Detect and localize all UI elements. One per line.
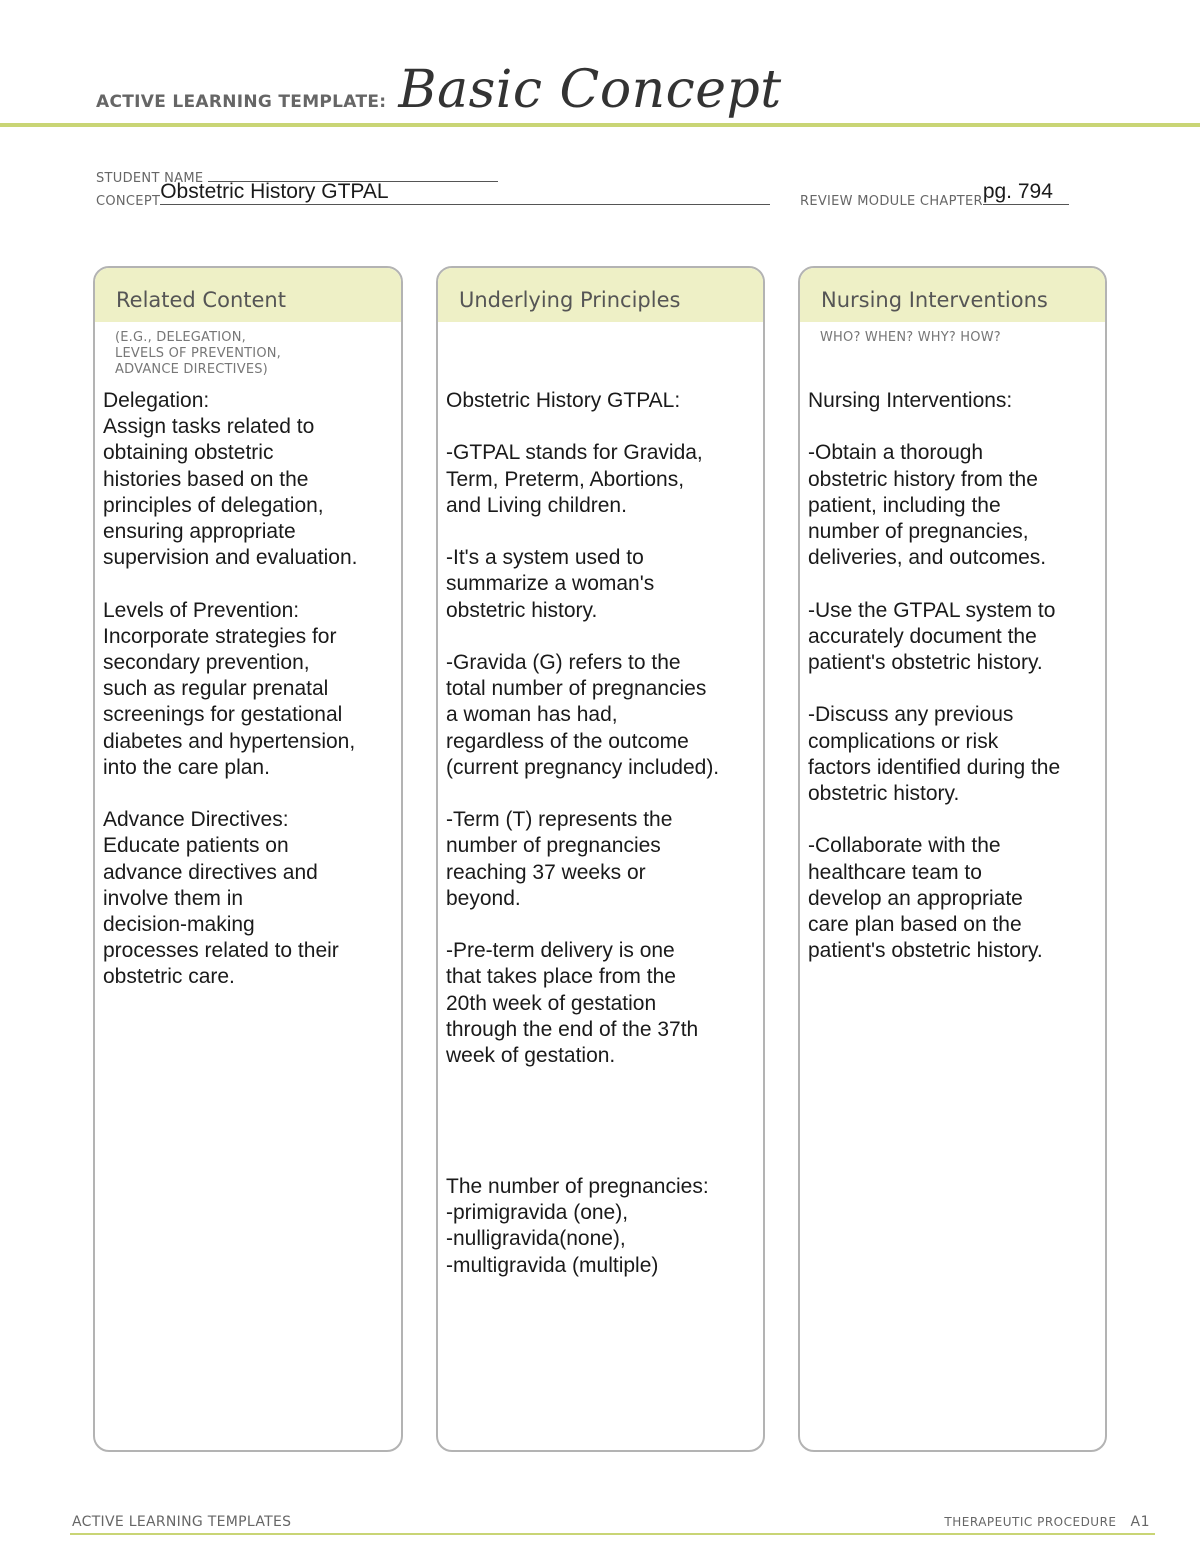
- text-line: -Obtain a thorough: [808, 441, 984, 465]
- text-line: into the care plan.: [103, 755, 270, 779]
- text-line: screenings for gestational: [103, 703, 343, 727]
- text-line: -Gravida (G) refers to the: [446, 650, 681, 674]
- paragraph: [103, 598, 395, 781]
- related-content-header: Related Content: [95, 268, 401, 322]
- text-line: -It's a system used to: [446, 546, 644, 570]
- review-chapter-field[interactable]: [982, 180, 1069, 205]
- paragraph: [808, 388, 1099, 414]
- review-chapter-row: [800, 180, 1069, 209]
- underlying-principles-panel: [436, 266, 765, 1452]
- text-line: Educate patients on: [103, 834, 289, 858]
- text-line: supervision and evaluation.: [103, 546, 358, 570]
- text-line: secondary prevention,: [103, 651, 310, 675]
- text-line: that takes place from the: [446, 965, 676, 989]
- text-line: total number of pregnancies: [446, 677, 707, 701]
- concept-value: Obstetric History GTPAL: [160, 180, 389, 203]
- paragraph: [446, 650, 757, 781]
- review-chapter-value: pg. 794: [982, 180, 1053, 203]
- header-divider: [0, 123, 1200, 127]
- text-line: Term, Preterm, Abortions,: [446, 467, 685, 491]
- concept-row: [96, 180, 770, 209]
- text-line: summarize a woman's: [446, 572, 655, 596]
- text-line: -Discuss any previous: [808, 703, 1014, 727]
- text-line: complications or risk: [808, 729, 999, 753]
- text-line: develop an appropriate: [808, 886, 1023, 910]
- text-line: -Collaborate with the: [808, 834, 1001, 858]
- text-line: (current pregnancy included).: [446, 755, 720, 779]
- page-header: [96, 60, 782, 120]
- text-line: [446, 1148, 757, 1174]
- text-line: obstetric history.: [446, 598, 598, 622]
- footer-code: A1: [1130, 1514, 1150, 1530]
- related-content-hint: [95, 322, 401, 378]
- text-line: ensuring appropriate: [103, 520, 296, 544]
- hint-line: WHO? WHEN? WHY? HOW?: [820, 330, 1001, 345]
- text-line: processes related to their: [103, 939, 339, 963]
- hint-line: (E.G., DELEGATION,: [115, 330, 246, 345]
- footer-right: [944, 1514, 1150, 1530]
- text-line: Advance Directives:: [103, 808, 289, 832]
- text-line: -Term (T) represents the: [446, 808, 673, 832]
- text-line: -multigravida (multiple): [446, 1253, 659, 1277]
- paragraph: [808, 833, 1099, 964]
- concept-label: CONCEPT: [96, 194, 161, 209]
- paragraph: [808, 702, 1099, 807]
- text-line: healthcare team to: [808, 860, 982, 884]
- footer-divider: [70, 1533, 1155, 1535]
- paragraph: [446, 938, 757, 1069]
- text-line: reaching 37 weeks or: [446, 860, 646, 884]
- text-line: patient's obstetric history.: [808, 651, 1043, 674]
- text-line: Nursing Interventions:: [808, 389, 1013, 412]
- review-chapter-label: REVIEW MODULE CHAPTER: [800, 194, 983, 209]
- nursing-interventions-hint: [800, 322, 1105, 346]
- text-line: accurately document the: [808, 624, 1037, 648]
- text-line: obstetric history.: [808, 782, 960, 805]
- text-line: involve them in: [103, 886, 244, 910]
- text-line: Levels of Prevention:: [103, 598, 300, 622]
- paragraph: [808, 598, 1099, 677]
- hint-line: LEVELS OF PREVENTION,: [115, 346, 282, 361]
- text-line: -nulligravida(none),: [446, 1227, 626, 1251]
- page-title: Basic Concept: [398, 60, 782, 120]
- text-line: obstetric care.: [103, 965, 235, 989]
- text-line: -Use the GTPAL system to: [808, 598, 1056, 622]
- nursing-interventions-body[interactable]: [808, 388, 1099, 991]
- text-line: week of gestation.: [446, 1044, 616, 1067]
- text-line: beyond.: [446, 886, 521, 910]
- text-line: Obstetric History GTPAL:: [446, 389, 681, 412]
- text-line: -Pre-term delivery is one: [446, 939, 675, 963]
- paragraph: [446, 388, 757, 414]
- text-line: -GTPAL stands for Gravida,: [446, 441, 703, 465]
- text-line: through the end of the 37th: [446, 1017, 699, 1041]
- paragraph: [103, 807, 395, 990]
- text-line: number of pregnancies: [446, 834, 661, 858]
- text-line: care plan based on the: [808, 913, 1022, 936]
- related-content-panel: [93, 266, 403, 1452]
- nursing-interventions-header: Nursing Interventions: [800, 268, 1105, 322]
- text-line: patient's obstetric history.: [808, 939, 1043, 963]
- text-line: -primigravida (one),: [446, 1201, 629, 1225]
- text-line: decision-making: [103, 913, 255, 937]
- related-content-body[interactable]: [103, 388, 395, 1017]
- text-line: diabetes and hypertension,: [103, 729, 356, 753]
- paragraph: [808, 440, 1099, 571]
- text-line: factors identified during the: [808, 755, 1061, 779]
- underlying-principles-body[interactable]: [446, 388, 757, 1305]
- text-line: such as regular prenatal: [103, 677, 329, 701]
- text-line: 20th week of gestation: [446, 991, 657, 1015]
- text-line: Incorporate strategies for: [103, 624, 337, 648]
- text-line: [446, 1095, 757, 1121]
- hint-line: ADVANCE DIRECTIVES): [115, 362, 268, 377]
- paragraph: [446, 1095, 757, 1121]
- paragraph: [103, 388, 395, 571]
- text-line: advance directives and: [103, 860, 318, 884]
- template-label: ACTIVE LEARNING TEMPLATE:: [96, 92, 387, 112]
- paragraph: [446, 1148, 757, 1279]
- nursing-interventions-panel: [798, 266, 1107, 1452]
- text-line: histories based on the: [103, 467, 309, 491]
- text-line: obstetric history from the: [808, 467, 1038, 491]
- text-line: principles of delegation,: [103, 493, 324, 517]
- text-line: The number of pregnancies:: [446, 1174, 709, 1198]
- student-name-label: STUDENT NAME: [96, 171, 204, 186]
- text-line: a woman has had,: [446, 703, 618, 727]
- footer-left: ACTIVE LEARNING TEMPLATES: [72, 1514, 292, 1530]
- text-line: number of pregnancies,: [808, 520, 1029, 543]
- underlying-principles-header: Underlying Principles: [438, 268, 763, 322]
- concept-field[interactable]: [160, 180, 770, 205]
- text-line: Assign tasks related to: [103, 415, 315, 439]
- text-line: patient, including the: [808, 493, 1001, 517]
- paragraph: [446, 440, 757, 519]
- footer-category: THERAPEUTIC PROCEDURE: [944, 1515, 1117, 1529]
- text-line: regardless of the outcome: [446, 729, 689, 753]
- text-line: and Living children.: [446, 493, 627, 517]
- text-line: deliveries, and outcomes.: [808, 546, 1047, 570]
- paragraph: [446, 545, 757, 624]
- paragraph: [446, 807, 757, 912]
- text-line: obtaining obstetric: [103, 441, 274, 465]
- text-line: Delegation:: [103, 389, 210, 412]
